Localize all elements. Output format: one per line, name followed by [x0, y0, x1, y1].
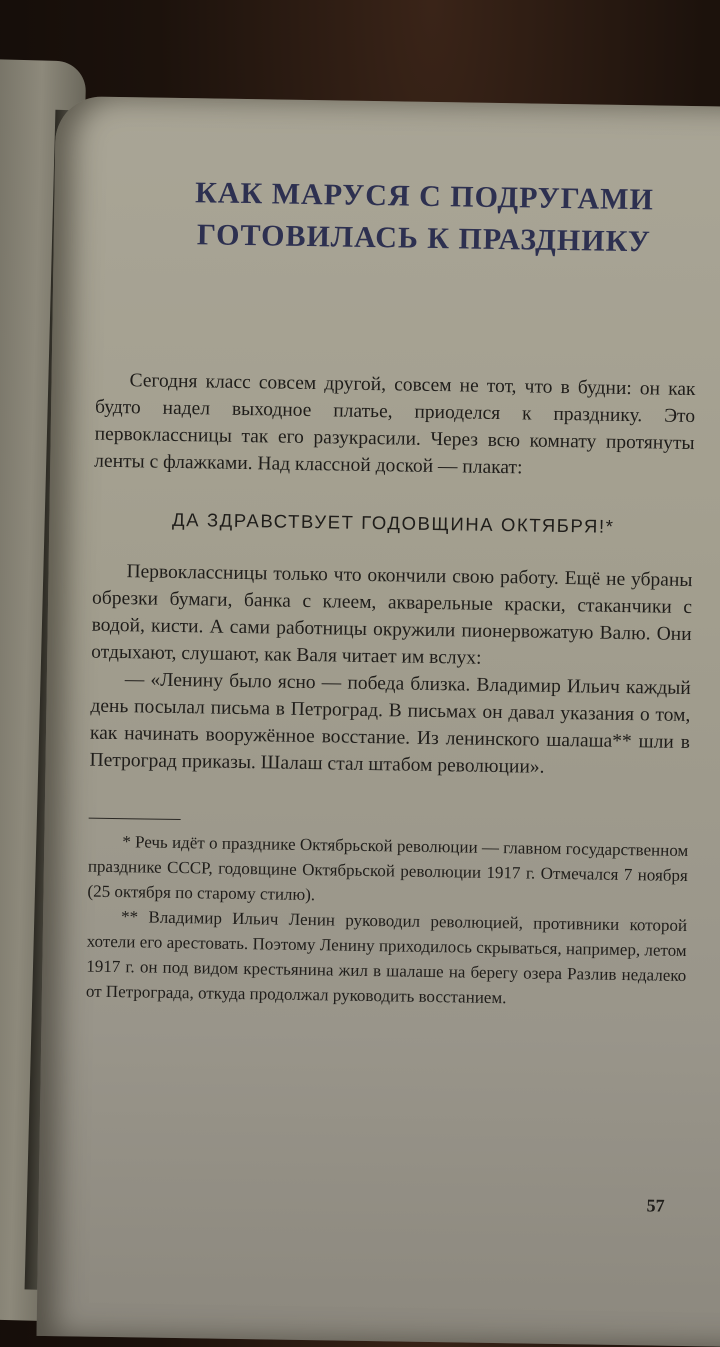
book-page: [37, 96, 720, 1347]
chapter-title-line-2: ГОТОВИЛАСЬ К ПРАЗДНИКУ: [196, 218, 652, 259]
footnote-divider: [89, 818, 181, 820]
chapter-title: [164, 172, 685, 264]
footnotes: [86, 829, 689, 1013]
paragraph-1: Сегодня класс совсем другой, совсем не тот, что в будни: он как будто надел выходное платье, приоделся к празднику. Это первоклассницы так его разукрасили. Через всю комнату протянуты ленты с флажками. Над классной доской — плакат:: [94, 370, 696, 479]
paragraph-3: — «Ленину было ясно — победа близка. Владимир Ильич каждый день посылал письма в Петроград. В письмах он давал указания о том, как начинать вооружённое восстание. Из ленинского шалаша** шли в Петроград приказы. Шалаш стал штабом революции».: [89, 669, 691, 778]
paragraph-2: Первоклассницы только что окончили свою работу. Ещё не убраны обрезки бумаги, банка с клеем, акварельные краски, стаканчики с водой, кисти. А сами работницы окружили пионервожатую Валю. Они отдыхают, слушают, как Валя читает им вслух:: [91, 561, 693, 669]
footnote-2: ** Владимир Ильич Ленин руководил революцией, противники которой хотели его арестовать. Поэтому Ленину приходилось скрываться, например, летом 1917 г. он под видом крестьянина жил в шалаше на берегу озера Разлив недалеко от Петрограда, откуда продолжал руководить восстанием.: [85, 907, 688, 1008]
page-number: 57: [646, 1195, 665, 1216]
chapter-title-line-1: КАК МАРУСЯ С ПОДРУГАМИ: [194, 176, 655, 217]
body-text: [86, 367, 696, 1013]
slogan: ДА ЗДРАВСТВУЕТ ГОДОВЩИНА ОКТЯБРЯ!*: [171, 508, 615, 537]
footnote-1: * Речь идёт о празднике Октябрьской революции — главном государственном празднике СССР, годовщине Октябрьской революции 1917 г. Отмечался 7 ноября (25 октября по старому стилю).: [87, 832, 689, 905]
